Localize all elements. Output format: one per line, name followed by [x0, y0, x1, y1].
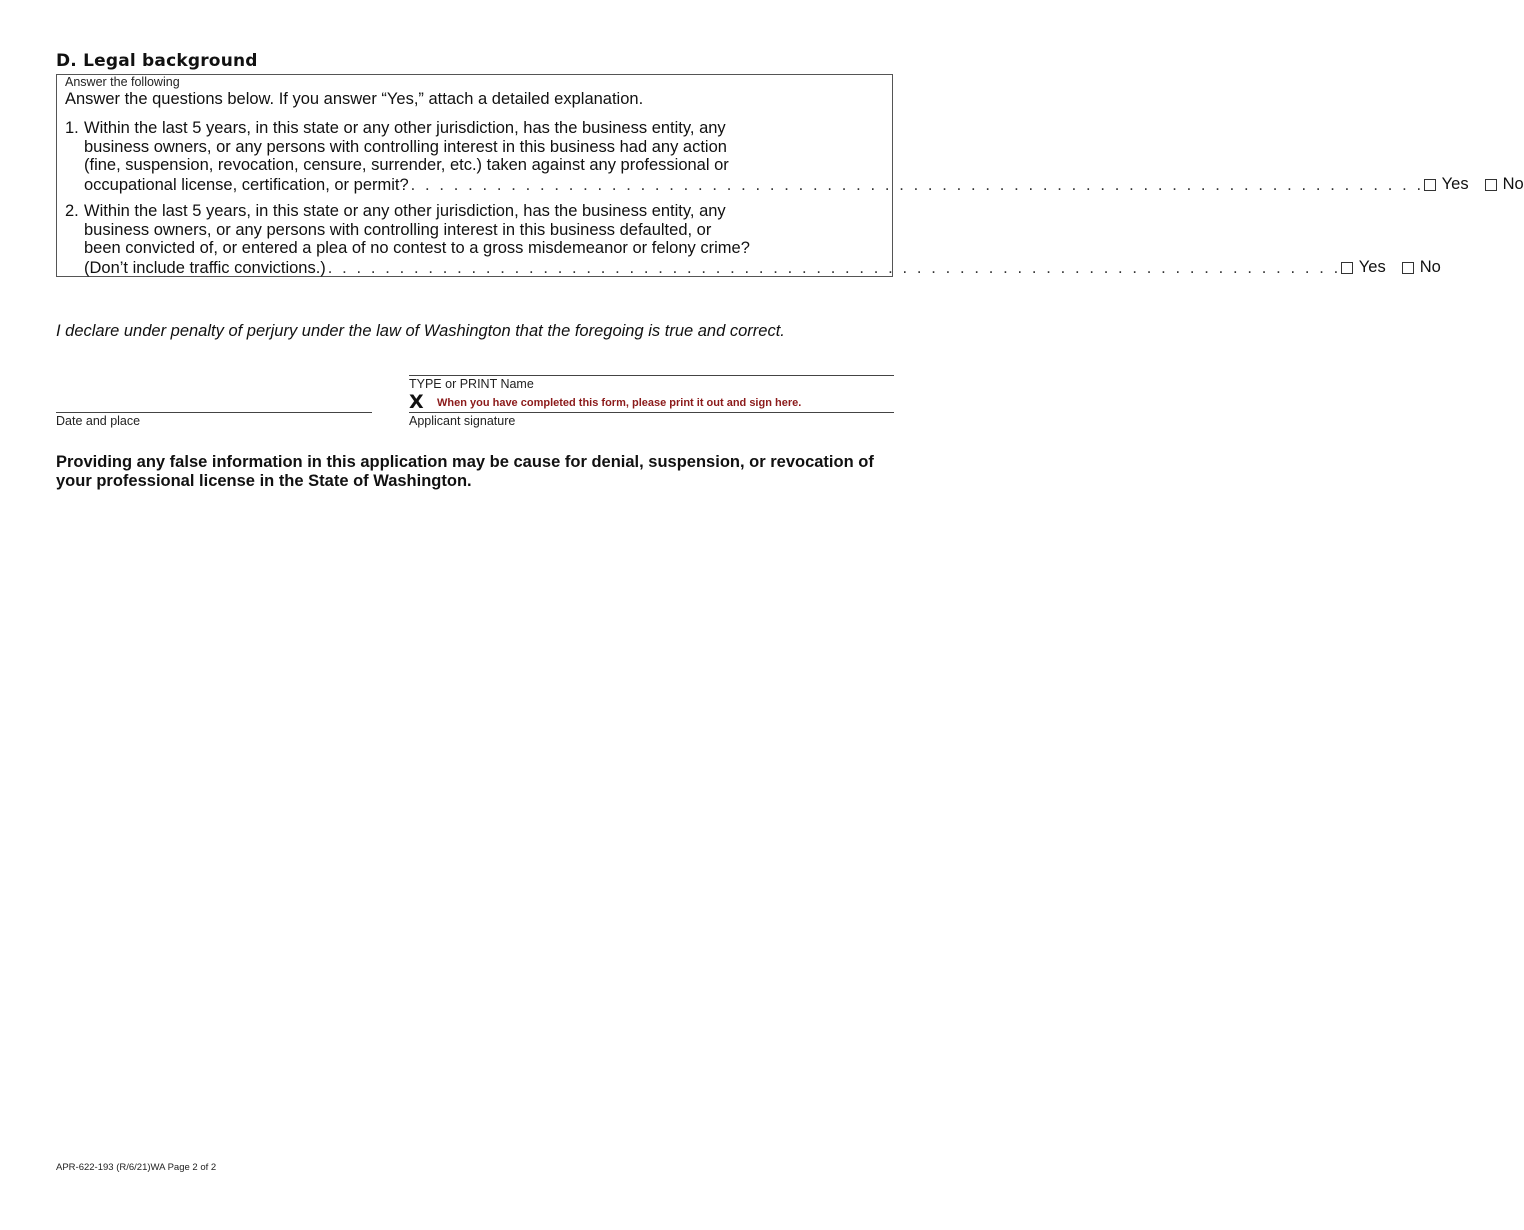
declaration-text: I declare under penalty of perjury under the law of Washington that the foregoing is true and correct.: [56, 322, 785, 340]
question-1: [65, 119, 1524, 194]
false-information-warning: Providing any false information in this application may be cause for denial, suspension, or revocation of your professional license in the State of Washington.: [56, 453, 874, 490]
signature-field-line[interactable]: [409, 412, 894, 413]
no-checkbox[interactable]: [1402, 262, 1414, 274]
name-field-line[interactable]: [409, 375, 894, 376]
section-title: D. Legal background: [56, 51, 258, 71]
signature-note: When you have completed this form, please print it out and sign here.: [437, 397, 802, 409]
question-number: 1.: [65, 119, 79, 137]
yes-label: Yes: [1441, 174, 1469, 193]
box-label: Answer the following: [65, 75, 180, 89]
question-text-line: Within the last 5 years, in this state or any other jurisdiction, has the business entity, any: [84, 119, 726, 137]
question-text-line: been convicted of, or entered a plea of no contest to a gross misdemeanor or felony crime?: [84, 239, 750, 257]
instructions-text: Answer the questions below. If you answer “Yes,” attach a detailed explanation.: [65, 90, 644, 108]
question-text-line: business owners, or any persons with controlling interest in this business had any action: [84, 137, 727, 156]
form-footer: APR-622-193 (R/6/21)WA Page 2 of 2: [56, 1162, 217, 1173]
date-place-field-line[interactable]: [56, 412, 372, 413]
yes-label: Yes: [1358, 257, 1386, 276]
yes-checkbox[interactable]: [1341, 262, 1353, 274]
yes-option[interactable]: [1341, 258, 1386, 277]
no-checkbox[interactable]: [1485, 179, 1497, 191]
signature-x-mark: X: [409, 391, 424, 413]
question-text-line: business owners, or any persons with controlling interest in this business defaulted, or: [84, 220, 712, 239]
no-label: No: [1419, 257, 1441, 276]
no-label: No: [1502, 174, 1524, 193]
yes-checkbox[interactable]: [1424, 179, 1436, 191]
question-text-line: occupational license, certification, or permit?: [84, 175, 409, 194]
question-2: [65, 202, 1441, 277]
yes-option[interactable]: [1424, 175, 1469, 194]
question-text-line: Within the last 5 years, in this state or any other jurisdiction, has the business entity, any: [84, 202, 726, 220]
no-option[interactable]: [1402, 258, 1441, 277]
question-text-line: (fine, suspension, revocation, censure, surrender, etc.) taken against any professional or: [84, 156, 729, 174]
dot-leader: . . . . . . . . . . . . . . . . . . . . . . . . . . . . . . . . . . . . . . . . . . . . . . . . . . . . . . . . . . . . . . . . . . . . . . .: [327, 258, 1341, 277]
name-field-label: TYPE or PRINT Name: [409, 377, 534, 391]
question-text-line: (Don’t include traffic convictions.): [84, 258, 326, 277]
dot-leader: . . . . . . . . . . . . . . . . . . . . . . . . . . . . . . . . . . . . . . . . . . . . . . . . . . . . . . . . . . . . . . . . . . . . . . .: [410, 175, 1424, 194]
signature-field-label: Applicant signature: [409, 414, 516, 428]
date-place-field-label: Date and place: [56, 414, 141, 428]
question-number: 2.: [65, 202, 79, 220]
no-option[interactable]: [1485, 175, 1524, 194]
